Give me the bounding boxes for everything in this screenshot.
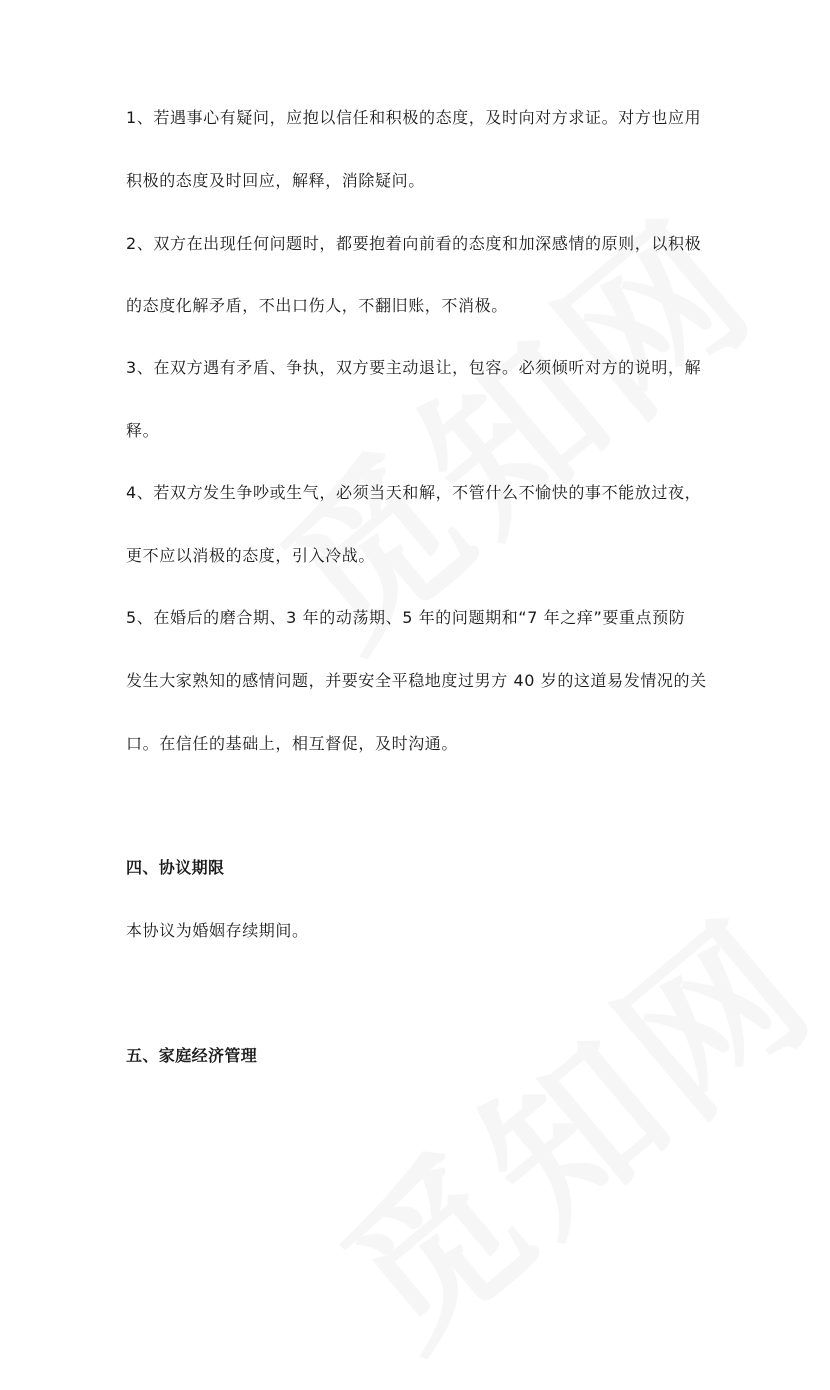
paragraph-line: 2、双方在出现任何问题时，都要抱着向前看的态度和加深感情的原则，以积极 bbox=[126, 234, 702, 253]
paragraph-line: 释。 bbox=[126, 421, 160, 440]
paragraph-line: 口。在信任的基础上，相互督促，及时沟通。 bbox=[126, 734, 459, 753]
paragraph-line: 发生大家熟知的感情问题，并要安全平稳地度过男方 40 岁的这道易发情况的关 bbox=[126, 671, 707, 690]
section-text: 本协议为婚姻存续期间。 bbox=[126, 921, 309, 940]
section-heading: 五、家庭经济管理 bbox=[126, 1046, 258, 1065]
paragraph-line: 5、在婚后的磨合期、3 年的动荡期、5 年的问题期和“7 年之痒”要重点预防 bbox=[126, 608, 686, 627]
paragraph-line: 的态度化解矛盾，不出口伤人，不翻旧账，不消极。 bbox=[126, 296, 508, 315]
paragraph-line: 积极的态度及时回应，解释，消除疑问。 bbox=[126, 171, 425, 190]
paragraph-line: 3、在双方遇有矛盾、争执，双方要主动退让，包容。必须倾听对方的说明，解 bbox=[126, 358, 702, 377]
paragraph-line: 4、若双方发生争吵或生气，必须当天和解，不管什么不愉快的事不能放过夜， bbox=[126, 483, 702, 502]
section-heading: 四、协议期限 bbox=[126, 858, 225, 877]
paragraph-line: 更不应以消极的态度，引入冷战。 bbox=[126, 546, 376, 565]
paragraph-line: 1、若遇事心有疑问，应抱以信任和积极的态度，及时向对方求证。对方也应用 bbox=[126, 108, 702, 127]
watermark-text bbox=[284, 855, 830, 1390]
